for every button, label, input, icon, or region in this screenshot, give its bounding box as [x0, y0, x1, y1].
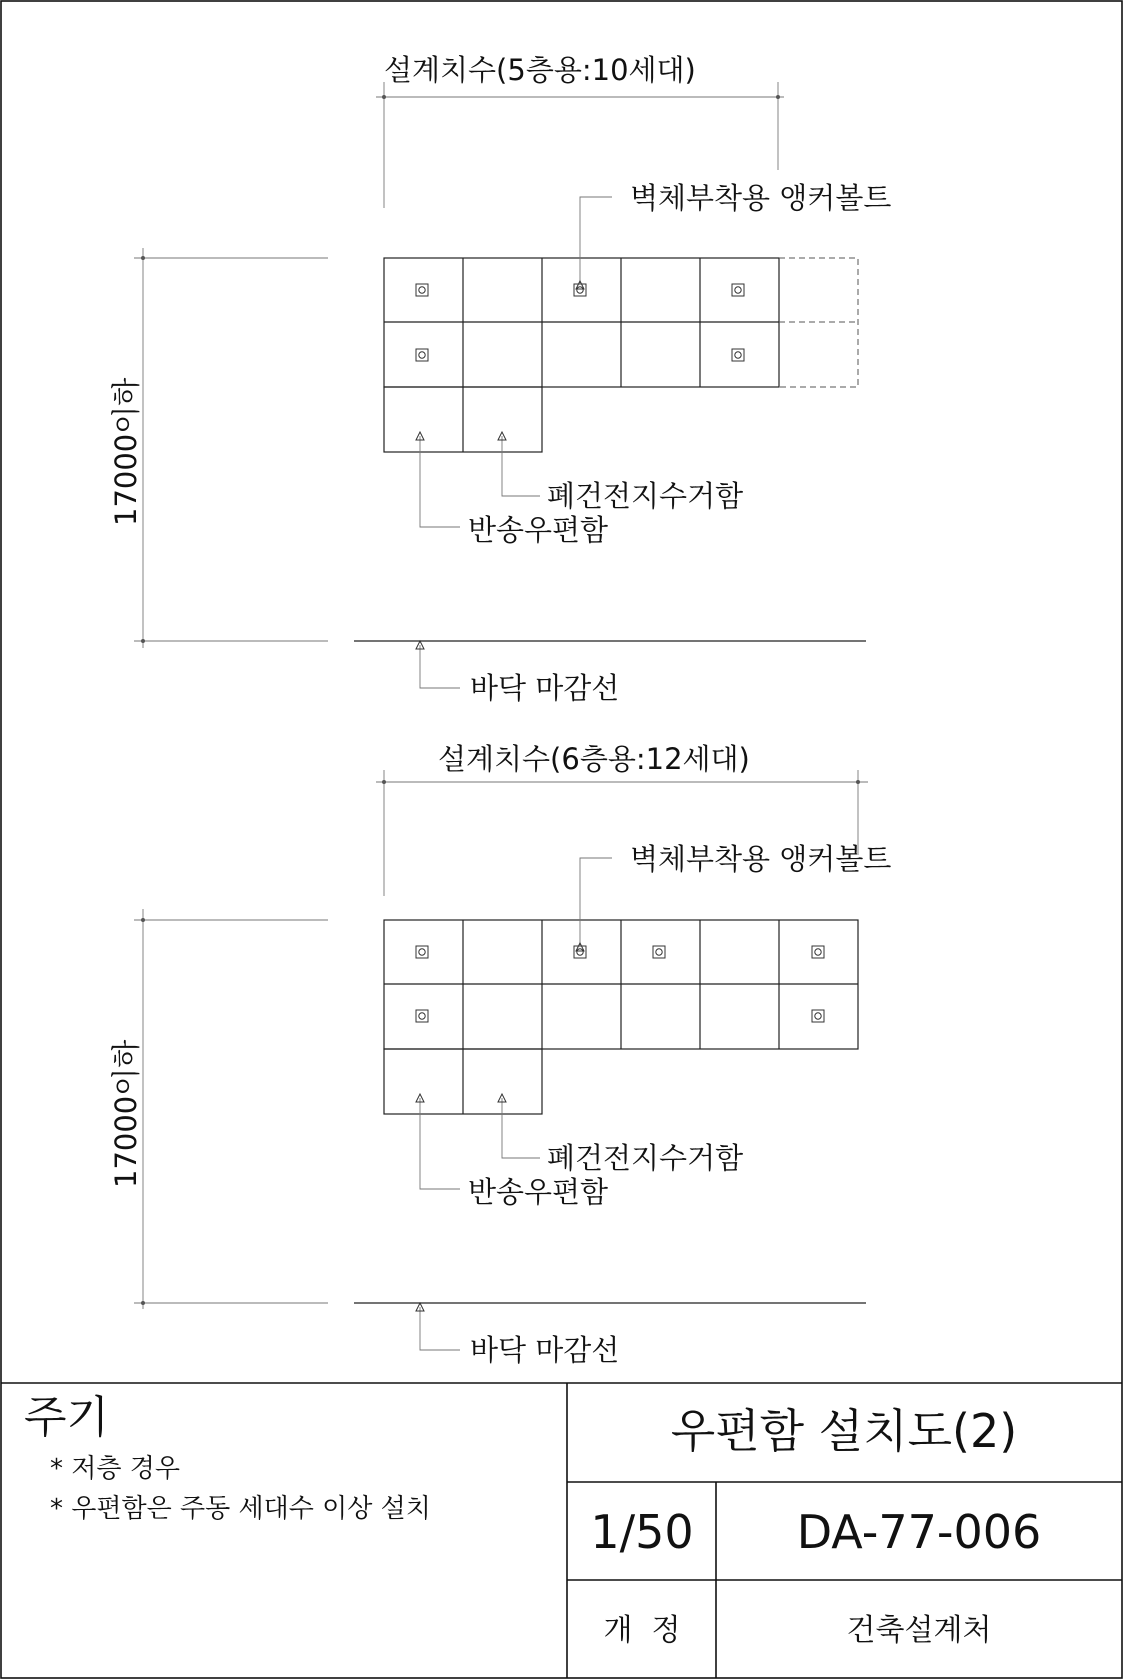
dimension-tick	[776, 95, 780, 99]
leader-line	[420, 645, 460, 688]
mailbox-drawing-2	[109, 742, 891, 1367]
anchor-bolt-icon	[812, 946, 824, 958]
battery-box-callout: 폐건전지수거함	[547, 479, 744, 513]
leader-line	[420, 1098, 460, 1189]
leader-line	[580, 858, 612, 945]
battery-box-callout: 폐건전지수거함	[547, 1141, 744, 1175]
dimension-tick	[382, 780, 386, 784]
dimension-title: 설계치수(5층용:10세대)	[384, 53, 696, 87]
department-label: 건축설계처	[846, 1613, 992, 1648]
floor-callout: 바닥 마감선	[470, 1333, 620, 1367]
drawing-scale: 1/50	[590, 1505, 694, 1559]
floor-callout: 바닥 마감선	[470, 671, 620, 705]
dimension-tick	[141, 639, 145, 643]
anchor-bolt-icon	[732, 349, 744, 361]
anchor-bolt-icon	[732, 284, 744, 296]
anchor-bolt-icon	[574, 946, 586, 958]
drawing-number: DA-77-006	[796, 1505, 1042, 1559]
title-block	[1, 1383, 1122, 1678]
height-label: 17000이하	[109, 1039, 143, 1188]
anchor-bolt-icon	[416, 946, 428, 958]
mailbox-drawing-1	[109, 53, 891, 705]
anchor-bolt-icon	[416, 1010, 428, 1022]
dimension-tick	[141, 918, 145, 922]
return-mailbox-callout: 반송우편함	[468, 513, 609, 547]
notes-heading: 주기	[24, 1392, 110, 1443]
leader-line	[420, 436, 460, 527]
dimension-tick	[382, 95, 386, 99]
optional-column-dashed	[779, 258, 858, 387]
leader-line	[502, 1098, 540, 1158]
height-label: 17000이하	[109, 377, 143, 526]
note-item: * 우편함은 주동 세대수 이상 설치	[50, 1494, 431, 1524]
dimension-tick	[141, 1301, 145, 1305]
drawing-title: 우편함 설치도(2)	[670, 1404, 1018, 1458]
dimension-tick	[856, 780, 860, 784]
anchor-bolt-icon	[812, 1010, 824, 1022]
anchor-bolt-callout: 벽체부착용 앵커볼트	[630, 842, 892, 876]
leader-line	[502, 436, 540, 496]
anchor-bolt-icon	[574, 284, 586, 296]
revision-label: 개 정	[603, 1613, 681, 1648]
anchor-bolt-callout: 벽체부착용 앵커볼트	[630, 181, 892, 215]
leader-line	[420, 1307, 460, 1350]
anchor-bolt-icon	[653, 946, 665, 958]
return-mailbox-callout: 반송우편함	[468, 1175, 609, 1209]
note-item: * 저층 경우	[50, 1454, 180, 1484]
anchor-bolt-icon	[416, 284, 428, 296]
anchor-bolt-icon	[416, 349, 428, 361]
dimension-tick	[141, 256, 145, 260]
dimension-title: 설계치수(6층용:12세대)	[438, 742, 750, 776]
leader-line	[580, 197, 612, 283]
